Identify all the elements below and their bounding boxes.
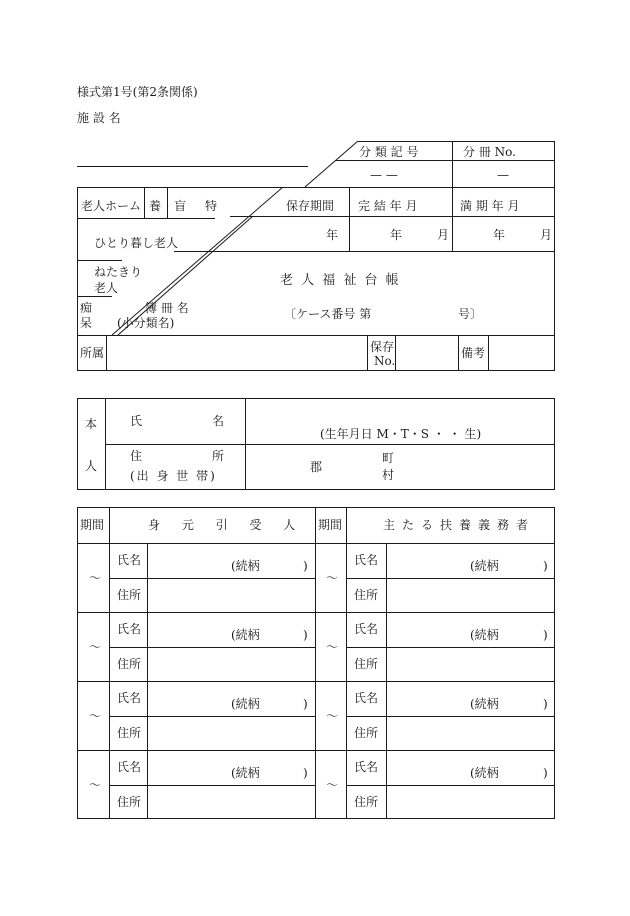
- gun-label: 郡: [310, 460, 323, 474]
- address-label: 住所: [117, 726, 142, 740]
- facility-name-label: 施 設 名: [77, 111, 121, 125]
- relation-label: (続柄: [470, 766, 499, 780]
- living-alone-label: ひとり暮し老人: [94, 236, 179, 250]
- rule: [346, 785, 555, 786]
- completion-year-month-label: 完 結 年 月: [358, 199, 418, 213]
- nin-label: 人: [85, 459, 98, 473]
- elderly-home-label: 老人ホーム: [81, 199, 142, 213]
- form-number: 様式第1号(第2条関係): [77, 85, 198, 99]
- name-label: 氏名: [354, 691, 379, 705]
- affiliation-label: 所属: [80, 346, 105, 360]
- period-tilde: 〜: [326, 709, 339, 723]
- address-label: 住所: [354, 588, 379, 602]
- expiry-month: 月: [540, 228, 553, 242]
- address-label-1: 住: [130, 449, 143, 463]
- classification-symbol-header: 分 類 記 号: [359, 145, 419, 159]
- period-tilde: 〜: [89, 571, 102, 585]
- name-label: 氏名: [354, 553, 379, 567]
- rule: [346, 716, 555, 717]
- period-header-left: 期間: [80, 518, 105, 532]
- relation-label: (続柄: [470, 559, 499, 573]
- name-label: 氏名: [117, 760, 142, 774]
- rule: [109, 578, 315, 579]
- rule: [105, 444, 555, 445]
- address-label: 住所: [117, 795, 142, 809]
- address-label: 住所: [354, 657, 379, 671]
- period-tilde: 〜: [89, 778, 102, 792]
- book-name-label: 簿 冊 名: [145, 301, 189, 315]
- rule: [346, 578, 555, 579]
- storage-label-line2: No.: [374, 354, 396, 368]
- toku-label: 特: [205, 199, 218, 213]
- yo-label: 養: [149, 199, 162, 213]
- retention-year: 年: [326, 228, 339, 242]
- relation-label: (続柄: [231, 766, 260, 780]
- guarantor-header: 身 元 引 受 人: [148, 518, 305, 532]
- case-number-suffix: 号〕: [458, 307, 483, 321]
- rule: [77, 750, 555, 751]
- rule: [109, 647, 315, 648]
- period-tilde: 〜: [89, 709, 102, 723]
- expiry-year-month-label: 満 期 年 月: [460, 199, 520, 213]
- period-tilde: 〜: [326, 778, 339, 792]
- relation-label: (続柄: [470, 697, 499, 711]
- name-label: 氏名: [117, 691, 142, 705]
- origin-household-label: (出 身 世 帯): [130, 469, 217, 483]
- bedridden-label-line1: ねたきり: [94, 265, 143, 279]
- expiry-year: 年: [493, 228, 506, 242]
- name-label: 氏名: [117, 553, 142, 567]
- mo-label: 盲: [174, 199, 187, 213]
- hon-label: 本: [85, 417, 98, 431]
- rule: [346, 507, 347, 819]
- address-label: 住所: [117, 657, 142, 671]
- machi-label: 町: [382, 451, 395, 465]
- volume-no-header: 分 冊 No.: [463, 145, 516, 159]
- storage-label-line1: 保存: [370, 340, 395, 354]
- address-label: 住所: [354, 795, 379, 809]
- rule: [77, 681, 555, 682]
- address-label: 住所: [354, 726, 379, 740]
- mura-label: 村: [382, 468, 395, 482]
- dementia-label-line2: 呆: [80, 316, 93, 330]
- rule: [109, 716, 315, 717]
- period-header-right: 期間: [318, 518, 343, 532]
- ledger-title: 老 人 福 祉 台 帳: [280, 273, 401, 288]
- rule: [109, 785, 315, 786]
- period-tilde: 〜: [326, 640, 339, 654]
- relation-close: ): [543, 697, 548, 711]
- relation-label: (続柄: [231, 628, 260, 642]
- name-label: 氏名: [354, 760, 379, 774]
- supporter-header: 主たる扶養義務者: [383, 518, 536, 532]
- case-number-label: 〔ケース番号 第: [284, 307, 372, 321]
- completion-year: 年: [390, 228, 403, 242]
- completion-month: 月: [437, 228, 450, 242]
- name-label-1: 氏: [130, 414, 143, 428]
- dementia-label-line1: 痴: [80, 301, 93, 315]
- rule: [346, 647, 555, 648]
- address-label-2: 所: [212, 449, 225, 463]
- relation-close: ): [303, 697, 308, 711]
- retention-period-label: 保存期間: [286, 199, 335, 213]
- classification-dashes: — —: [370, 168, 398, 182]
- relation-close: ): [303, 628, 308, 642]
- relation-close: ): [543, 628, 548, 642]
- bedridden-label-line2: 老人: [94, 281, 119, 295]
- name-label-2: 名: [212, 414, 225, 428]
- relation-label: (続柄: [231, 559, 260, 573]
- rule: [77, 543, 555, 544]
- relation-label: (続柄: [470, 628, 499, 642]
- sub-classification-label: (小分類名): [117, 316, 175, 330]
- relation-label: (続柄: [231, 697, 260, 711]
- rule: [109, 507, 110, 819]
- rule: [77, 612, 555, 613]
- relation-close: ): [543, 559, 548, 573]
- relation-close: ): [543, 766, 548, 780]
- period-tilde: 〜: [89, 640, 102, 654]
- name-label: 氏名: [117, 622, 142, 636]
- relation-close: ): [303, 766, 308, 780]
- remarks-label: 備考: [461, 346, 486, 360]
- volume-dash: —: [497, 168, 509, 182]
- period-tilde: 〜: [326, 571, 339, 585]
- relation-close: ): [303, 559, 308, 573]
- name-label: 氏名: [354, 622, 379, 636]
- birth-date-field: (生年月日 M・T・S ・ ・ 生): [320, 427, 482, 441]
- rule: [315, 507, 316, 819]
- address-label: 住所: [117, 588, 142, 602]
